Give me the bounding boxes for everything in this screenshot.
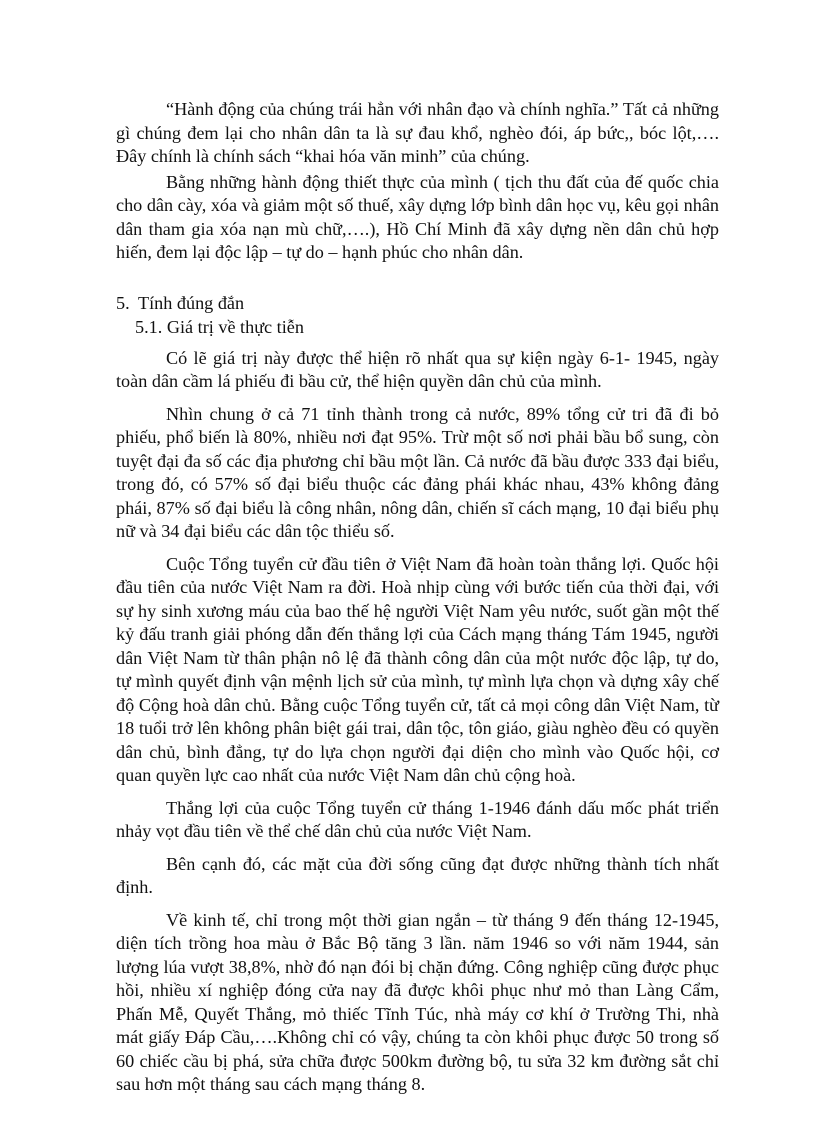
subsection-heading: 5.1. Giá trị về thực tiễn [135,316,304,337]
document-body [116,98,719,1097]
paragraph-intro-quote: “Hành động của chúng trái hẳn với nhân đạo và chính nghĩa.” Tất cả những gì chúng đem lại cho nhân dân ta là sự đau khổ, nghèo đói, áp bức,, bóc lột,…. Đây chính là chính sách “khai hóa văn minh” của chúng. [116,99,719,166]
paragraph-economy: Về kinh tế, chỉ trong một thời gian ngắn – từ tháng 9 đến tháng 12-1945, diện tích trồng hoa màu ở Bắc Bộ tăng 3 lần. năm 1946 so với năm 1944, sản lượng lúa vượt 38,8%, nhờ đó nạn đói bị chặn đứng. Công nghiệp cũng được phục hồi, nhiều xí nghiệp đóng cửa nay đã được khôi phục như mỏ than Làng Cẩm, Phấn Mễ, Quyết Thắng, mỏ thiếc Tĩnh Túc, nhà máy cơ khí ở Trường Thi, nhà mát giấy Đáp Cầu,….Không chỉ có vậy, chúng ta còn khôi phục được 50 trong số 60 chiếc cầu bị phá, sửa chữa được 500km đường bộ, tu sửa 32 km đường sắt chỉ sau hơn một tháng sau cách mạng tháng 8. [116,909,719,1094]
paragraph-election-event: Có lẽ giá trị này được thể hiện rõ nhất qua sự kiện ngày 6-1- 1945, ngày toàn dân cầm lá phiếu đi bầu cử, thể hiện quyền dân chủ của mình. [116,347,719,391]
section-title: Tính đúng đắn [138,292,245,313]
paragraph-democracy-milestone: Thắng lợi của cuộc Tổng tuyển cử tháng 1-1946 đánh dấu mốc phát triển nhảy vọt đầu tiên về thể chế dân chủ của nước Việt Nam. [116,797,719,841]
paragraph-election-victory: Cuộc Tổng tuyển cử đầu tiên ở Việt Nam đã hoàn toàn thắng lợi. Quốc hội đầu tiên của nước Việt Nam ra đời. Hoà nhịp cùng với bước tiến của thời đại, với sự hy sinh xương máu của bao thế hệ người Việt Nam yêu nước, suốt gần một thế kỷ đấu tranh giải phóng dẫn đến thắng lợi của Cách mạng tháng Tám 1945, người dân Việt Nam từ thân phận nô lệ đã thành công dân của một nước độc lập, tự do, tự mình quyết định vận mệnh lịch sử của mình, tự mình lựa chọn và dựng xây chế độ Cộng hoà dân chủ. Bằng cuộc Tổng tuyển cử, tất cả mọi công dân Việt Nam, từ 18 tuổi trở lên không phân biệt gái trai, dân tộc, tôn giáo, giàu nghèo đều có quyền dân chủ, bình đẳng, tự do lựa chọn người đại diện cho mình vào Quốc hội, cơ quan quyền lực cao nhất của nước Việt Nam dân chủ cộng hoà. [116,553,719,785]
section-heading [116,291,719,315]
paragraph-ho-chi-minh-actions: Bằng những hành động thiết thực của mình ( tịch thu đất của đế quốc chia cho dân cày, xóa và giảm một số thuế, xây dựng lớp bình dân học vụ, kêu gọi nhân dân tham gia xóa nạn mù chữ,….), Hồ Chí Minh đã xây dựng nền dân chủ hợp hiến, đem lại độc lập – tự do – hạnh phúc cho nhân dân. [116,171,719,262]
paragraph-other-achievements: Bên cạnh đó, các mặt của đời sống cũng đạt được những thành tích nhất định. [116,853,719,897]
paragraph-election-statistics: Nhìn chung ở cả 71 tỉnh thành trong cả nước, 89% tổng cử tri đã đi bỏ phiếu, phổ biến là 80%, nhiều nơi đạt 95%. Trừ một số nơi phải bầu bổ sung, còn tuyệt đại đa số các địa phương chỉ bầu một lần. Cả nước đã bầu được 333 đại biểu, trong đó, có 57% số đại biểu thuộc các đảng phái khác nhau, 43% không đảng phái, 87% số đại biểu là công nhân, nông dân, chiến sĩ cách mạng, 10 đại biểu phụ nữ và 34 đại biểu các dân tộc thiểu số. [116,403,719,541]
section-number: 5. [116,292,130,313]
